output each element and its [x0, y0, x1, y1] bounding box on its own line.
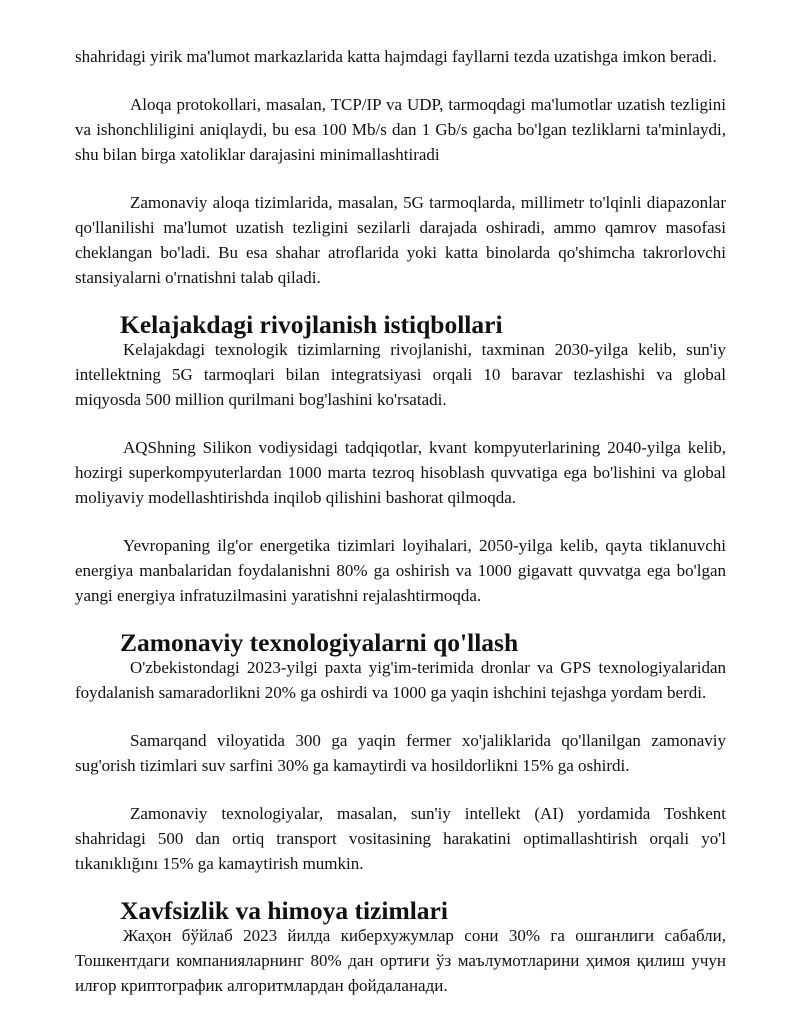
document-page [75, 44, 726, 998]
section-heading-security: Xavfsizlik va himoya tizimlari [120, 896, 448, 925]
paragraph-modern-2: Samarqand viloyatida 300 ga yaqin fermer xo'jaliklarida qo'llanilgan zamonaviy sug'orish tizimlari suv sarfini 30% ga kamaytirdi va hosildorlikni 15% ga oshirdi. [75, 731, 726, 775]
paragraph-future-3: Yevropaning ilg'or energetika tizimlari loyihalari, 2050-yilga kelib, qayta tiklanuvchi energiya manbalaridan foydalanishni 80% ga oshirish va 1000 gigavatt quvvatga ega bo'lgan yangi energiya infratuzilmasini yaratishni rejalashtirmoqda. [75, 536, 726, 605]
paragraph-modern-3: Zamonaviy texnologiyalar, masalan, sun'iy intellekt (AI) yordamida Toshkent shahridagi 500 dan ortiq transport vositasining harakatini optimallashtirish orqali yo'l tıkanıklığını 15% ga kamaytirish mumkin. [75, 804, 726, 873]
paragraph-5g: Zamonaviy aloqa tizimlarida, masalan, 5G tarmoqlarda, millimetr to'lqinli diapazonlar qo'llanilishi ma'lumot uzatish tezligini sezilarli darajada oshiradi, ammo qamrov masofasi cheklangan bo'ladi. Bu esa shahar atroflarida yoki katta binolarda qo'shimcha takrorlovchi stansiyalarni o'rnatishni talab qiladi. [75, 193, 726, 287]
paragraph-protocols: Aloqa protokollari, masalan, TCP/IP va UDP, tarmoqdagi ma'lumotlar uzatish tezligini va ishonchliligini aniqlaydi, bu esa 100 Mb/s dan 1 Gb/s gacha bo'lgan tezliklarni ta'minlaydi, shu bilan birga xatoliklar darajasini minimallashtiradi [75, 95, 726, 164]
section-heading-future: Kelajakdagi rivojlanish istiqbollari [120, 310, 503, 339]
paragraph-future-1: Kelajakdagi texnologik tizimlarning rivojlanishi, taxminan 2030-yilga kelib, sun'iy intellektning 5G tarmoqlari bilan integratsiyasi orqali 10 baravar tezlashishi va global miqyosda 500 million qurilmani bog'lashini ko'rsatadi. [75, 340, 726, 409]
paragraph-security-1: Жаҳон бўйлаб 2023 йилда киберхужумлар сони 30% га ошганлиги сабабли, Тошкентдаги компанияларнинг 80% дан ортиғи ўз маълумотларини ҳимоя қилиш учун илғор криптографик алгоритмлардан фойдаланади. [75, 926, 726, 995]
paragraph-modern-1: O'zbekistondagi 2023-yilgi paxta yig'im-terimida dronlar va GPS texnologiyalaridan foydalanish samaradorlikni 20% ga oshirdi va 1000 ga yaqin ishchini tejashga yordam berdi. [75, 658, 726, 702]
paragraph-continuation: shahridagi yirik ma'lumot markazlarida katta hajmdagi fayllarni tezda uzatishga imkon beradi. [75, 47, 717, 66]
paragraph-future-2: AQShning Silikon vodiysidagi tadqiqotlar, kvant kompyuterlarining 2040-yilga kelib, hozirgi superkompyuterlardan 1000 marta tezroq hisoblash quvvatiga ega bo'lishini va global moliyaviy modellashtirishda inqilob qilishini bashorat qilmoqda. [75, 438, 726, 507]
section-heading-modern-tech: Zamonaviy texnologiyalarni qo'llash [120, 628, 519, 657]
